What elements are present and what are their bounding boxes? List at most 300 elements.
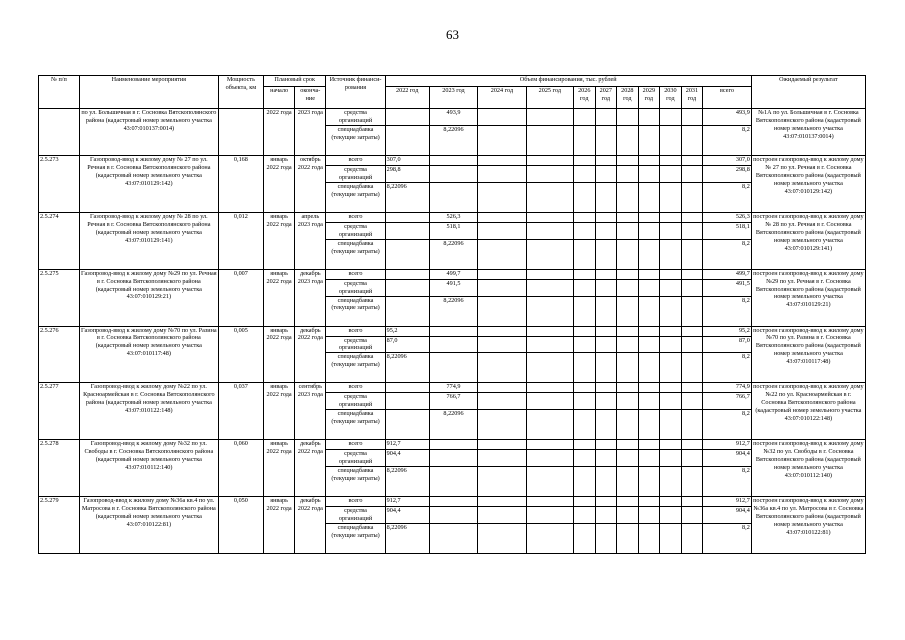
- value-empty: [638, 125, 660, 155]
- value-total: 499,7: [703, 269, 752, 279]
- value-empty: [660, 467, 682, 497]
- value-empty: [681, 450, 703, 467]
- funding-source: всего: [326, 497, 385, 507]
- funding-source: всего: [326, 212, 385, 222]
- measure-name: Газопровод-ввод к жилому дому №36а кв.4 по ул. Матросова в г. Сосновка Вятскополянского района (кадастровый номер земельного участка 43:07:010122:81): [79, 497, 218, 554]
- measure-name: Газопровод-ввод к жилому дому №22 по ул. Красноармейская в г. Сосновка Вятскополянского района (кадастровый номер земельного участка 43:07:010122:148): [79, 383, 218, 440]
- funding-source: спецнадбавка (текущие затраты): [326, 353, 385, 383]
- funding-source: спецнадбавка (текущие затраты): [326, 182, 385, 212]
- object-power: [218, 109, 263, 156]
- value-empty: [526, 279, 573, 296]
- value-empty: [617, 440, 639, 450]
- value-2022: [385, 269, 429, 279]
- header-power: Мощность объекта, км: [218, 76, 263, 109]
- funding-source: средства организаций: [326, 507, 385, 524]
- expected-result: построен газопровод-ввод к жилому дому №36а кв.4 по ул. Матросова в г. Сосновка Вятскополянского района (кадастровый номер земельного участка 43:07:010122:81): [751, 497, 865, 554]
- funding-source: средства организаций: [326, 165, 385, 182]
- value-empty: [638, 212, 660, 222]
- value-2022: [385, 222, 429, 239]
- value-empty: [595, 507, 617, 524]
- value-empty: [526, 212, 573, 222]
- value-2022: 912,7: [385, 497, 429, 507]
- value-2023: 774,9: [429, 383, 477, 393]
- object-power: 0,050: [218, 497, 263, 554]
- value-empty: [574, 336, 596, 353]
- header-year: 2024 год: [478, 87, 526, 109]
- value-empty: [638, 353, 660, 383]
- header-num: № п/п: [39, 76, 80, 109]
- value-empty: [660, 410, 682, 440]
- value-empty: [595, 182, 617, 212]
- end-date: апрель 2023 года: [295, 212, 326, 269]
- funding-source: средства организаций: [326, 450, 385, 467]
- value-empty: [526, 524, 573, 554]
- header-year: 2027 год: [595, 87, 617, 109]
- value-2023: [429, 182, 477, 212]
- value-empty: [681, 524, 703, 554]
- header-total: всего: [703, 87, 752, 109]
- value-empty: [574, 440, 596, 450]
- value-total: 493,9: [703, 109, 752, 126]
- start-date: январь 2022 года: [263, 383, 294, 440]
- value-empty: [526, 383, 573, 393]
- value-empty: [526, 109, 573, 126]
- value-2022: [385, 239, 429, 269]
- start-date: 2022 года: [263, 109, 294, 156]
- value-total: 8,2: [703, 182, 752, 212]
- header-year: 2025 год: [526, 87, 573, 109]
- value-total: 307,0: [703, 155, 752, 165]
- value-empty: [681, 109, 703, 126]
- value-total: 8,2: [703, 296, 752, 326]
- measure-name: Газопровод-ввод к жилому дому №29 по ул. Речная в г. Сосновка Вятскополянского района (кадастровый номер земельного участка 43:07:010129:21): [79, 269, 218, 326]
- header-year: 2029 год: [638, 87, 660, 109]
- value-empty: [478, 222, 526, 239]
- value-empty: [681, 296, 703, 326]
- value-empty: [681, 222, 703, 239]
- value-empty: [526, 269, 573, 279]
- value-empty: [660, 239, 682, 269]
- value-empty: [595, 326, 617, 336]
- value-2022: 87,0: [385, 336, 429, 353]
- value-total: 912,7: [703, 497, 752, 507]
- end-date: декабрь 2022 года: [295, 497, 326, 554]
- value-empty: [638, 440, 660, 450]
- value-2023: [429, 353, 477, 383]
- funding-source: всего: [326, 440, 385, 450]
- start-date: январь 2022 года: [263, 497, 294, 554]
- value-2023: [429, 467, 477, 497]
- value-empty: [478, 497, 526, 507]
- value-empty: [617, 125, 639, 155]
- header-source: Источник финанси-рования: [326, 76, 385, 109]
- value-total: 774,9: [703, 383, 752, 393]
- value-2023: [429, 507, 477, 524]
- value-empty: [478, 279, 526, 296]
- value-empty: [638, 497, 660, 507]
- value-empty: [681, 507, 703, 524]
- object-power: 0,037: [218, 383, 263, 440]
- row-number: 2.5.275: [39, 269, 80, 326]
- value-empty: [478, 296, 526, 326]
- value-empty: [595, 269, 617, 279]
- table-row: [39, 212, 866, 222]
- object-power: 0,007: [218, 269, 263, 326]
- value-empty: [574, 410, 596, 440]
- value-empty: [638, 182, 660, 212]
- value-empty: [478, 125, 526, 155]
- table-row: [39, 383, 866, 393]
- page-number: 63: [446, 27, 459, 42]
- value-empty: [660, 450, 682, 467]
- funding-source: спецнадбавка (текущие затраты): [326, 296, 385, 326]
- value-empty: [574, 125, 596, 155]
- value-total: 8,2: [703, 353, 752, 383]
- value-2023: [429, 165, 477, 182]
- value-empty: [526, 393, 573, 410]
- funding-source: всего: [326, 269, 385, 279]
- value-empty: [660, 440, 682, 450]
- header-funding: Объем финансирования, тыс. рублей: [385, 76, 751, 87]
- value-empty: [617, 524, 639, 554]
- value-empty: [595, 155, 617, 165]
- value-empty: [638, 467, 660, 497]
- value-empty: [638, 296, 660, 326]
- value-empty: [574, 524, 596, 554]
- value-empty: [638, 326, 660, 336]
- value-empty: [638, 239, 660, 269]
- header-year: 2026 год: [574, 87, 596, 109]
- value-empty: [660, 279, 682, 296]
- funding-source: спецнадбавка (текущие затраты): [326, 239, 385, 269]
- value-2022: 8,22096: [385, 467, 429, 497]
- table-row: [39, 497, 866, 507]
- value-empty: [526, 507, 573, 524]
- value-empty: [638, 507, 660, 524]
- value-total: 491,5: [703, 279, 752, 296]
- value-2022: 8,22096: [385, 524, 429, 554]
- value-empty: [681, 353, 703, 383]
- value-2023: 8,22096: [429, 296, 477, 326]
- value-empty: [478, 239, 526, 269]
- funding-source: спецнадбавка (текущие затраты): [326, 467, 385, 497]
- row-number: 2.5.273: [39, 155, 80, 212]
- value-empty: [660, 182, 682, 212]
- funding-source: средства организаций: [326, 393, 385, 410]
- value-empty: [617, 383, 639, 393]
- funding-source: всего: [326, 383, 385, 393]
- value-empty: [574, 155, 596, 165]
- value-total: 518,1: [703, 222, 752, 239]
- value-empty: [638, 524, 660, 554]
- value-empty: [595, 450, 617, 467]
- value-2022: 8,22096: [385, 353, 429, 383]
- value-empty: [478, 336, 526, 353]
- value-total: 298,8: [703, 165, 752, 182]
- value-empty: [478, 410, 526, 440]
- value-empty: [681, 155, 703, 165]
- value-empty: [574, 165, 596, 182]
- value-2023: 518,1: [429, 222, 477, 239]
- value-empty: [574, 109, 596, 126]
- end-date: 2023 года: [295, 109, 326, 156]
- value-empty: [617, 450, 639, 467]
- start-date: январь 2022 года: [263, 326, 294, 383]
- value-empty: [660, 296, 682, 326]
- value-empty: [595, 165, 617, 182]
- funding-source: всего: [326, 326, 385, 336]
- value-empty: [617, 296, 639, 326]
- expected-result: построен газопровод-ввод к жилому дому № 28 по ул. Речная в г. Сосновка Вятскополянского района (кадастровый номер земельного участка 43:07:010129:141): [751, 212, 865, 269]
- header-year: 2031 год: [681, 87, 703, 109]
- value-empty: [660, 165, 682, 182]
- value-empty: [617, 239, 639, 269]
- value-empty: [526, 410, 573, 440]
- value-empty: [595, 279, 617, 296]
- row-number: [39, 109, 80, 156]
- header-end: оконча-ние: [295, 87, 326, 109]
- value-empty: [574, 212, 596, 222]
- header-result: Ожидаемый результат: [751, 76, 865, 109]
- value-empty: [660, 222, 682, 239]
- value-total: 87,0: [703, 336, 752, 353]
- value-empty: [574, 497, 596, 507]
- value-empty: [617, 353, 639, 383]
- value-empty: [617, 497, 639, 507]
- value-2022: [385, 393, 429, 410]
- value-empty: [660, 155, 682, 165]
- table-body: [39, 109, 866, 554]
- value-empty: [526, 440, 573, 450]
- header-year: 2023 год: [429, 87, 477, 109]
- value-total: 912,7: [703, 440, 752, 450]
- value-2022: 95,2: [385, 326, 429, 336]
- value-empty: [681, 393, 703, 410]
- row-number: 2.5.274: [39, 212, 80, 269]
- value-empty: [478, 393, 526, 410]
- value-empty: [681, 279, 703, 296]
- value-2022: 904,4: [385, 450, 429, 467]
- value-empty: [660, 109, 682, 126]
- table-row: [39, 269, 866, 279]
- value-empty: [681, 383, 703, 393]
- value-empty: [638, 155, 660, 165]
- value-empty: [595, 336, 617, 353]
- value-empty: [617, 326, 639, 336]
- value-2022: [385, 125, 429, 155]
- measure-name: Газопровод-ввод к жилому дому № 28 по ул. Речная в г. Сосновка Вятскополянского района (кадастровый номер земельного участка 43:07:010129:141): [79, 212, 218, 269]
- value-empty: [574, 383, 596, 393]
- value-empty: [617, 269, 639, 279]
- value-empty: [526, 450, 573, 467]
- value-empty: [574, 269, 596, 279]
- expected-result: №1А по ул. Большичная в г. Сосновка Вятскополянского района (кадастровый номер земельного участка 43:07:010137:0014): [751, 109, 865, 156]
- header-start: начало: [263, 87, 294, 109]
- header-year: 2022 год: [385, 87, 429, 109]
- value-empty: [638, 279, 660, 296]
- value-empty: [617, 279, 639, 296]
- value-empty: [478, 507, 526, 524]
- value-empty: [617, 165, 639, 182]
- value-total: 8,2: [703, 524, 752, 554]
- value-empty: [595, 296, 617, 326]
- value-empty: [638, 393, 660, 410]
- value-empty: [638, 410, 660, 440]
- value-empty: [660, 383, 682, 393]
- start-date: январь 2022 года: [263, 440, 294, 497]
- value-2022: [385, 212, 429, 222]
- expected-result: построен газопровод-ввод к жилому дому №22 по ул. Красноармейская в г. Сосновка Вятскополянского района (кадастровый номер земельного участка 43:07:010122:148): [751, 383, 865, 440]
- value-empty: [526, 155, 573, 165]
- value-empty: [526, 182, 573, 212]
- value-empty: [617, 182, 639, 212]
- value-empty: [660, 393, 682, 410]
- value-empty: [574, 353, 596, 383]
- value-empty: [478, 165, 526, 182]
- expected-result: построен газопровод-ввод к жилому дому №32 по ул. Свободы в г. Сосновка Вятскополянского района (кадастровый номер земельного участка 43:07:010112:140): [751, 440, 865, 497]
- value-2023: [429, 336, 477, 353]
- value-2023: [429, 326, 477, 336]
- value-empty: [617, 467, 639, 497]
- table-row: [39, 155, 866, 165]
- value-total: 8,2: [703, 125, 752, 155]
- value-empty: [595, 353, 617, 383]
- value-empty: [681, 440, 703, 450]
- value-empty: [574, 279, 596, 296]
- value-empty: [526, 326, 573, 336]
- expected-result: построен газопровод-ввод к жилому дому №29 по ул. Речная в г. Сосновка Вятскополянского района (кадастровый номер земельного участка 43:07:010129:21): [751, 269, 865, 326]
- value-empty: [595, 467, 617, 497]
- value-empty: [681, 165, 703, 182]
- value-empty: [681, 467, 703, 497]
- value-empty: [574, 467, 596, 497]
- value-2023: 526,3: [429, 212, 477, 222]
- value-empty: [660, 497, 682, 507]
- value-empty: [478, 109, 526, 126]
- header-year: 2030 год: [660, 87, 682, 109]
- value-empty: [595, 410, 617, 440]
- value-2023: 766,7: [429, 393, 477, 410]
- measure-name: по ул. Большичная в г. Сосновка Вятскополянского района (кадастровый номер земельного участка 43:07:010137:0014): [79, 109, 218, 156]
- value-2022: [385, 109, 429, 126]
- expected-result: построен газопровод-ввод к жилому дому № 27 по ул. Речная в г. Сосновка Вятскополянского района (кадастровый номер земельного участка 43:07:010129:142): [751, 155, 865, 212]
- value-2023: [429, 155, 477, 165]
- start-date: январь 2022 года: [263, 269, 294, 326]
- value-empty: [595, 440, 617, 450]
- end-date: октябрь 2022 года: [295, 155, 326, 212]
- measure-name: Газопровод-ввод к жилому дому №32 по ул. Свободы в г. Сосновка Вятскополянского района (кадастровый номер земельного участка 43:07:010112:140): [79, 440, 218, 497]
- value-empty: [574, 296, 596, 326]
- value-empty: [660, 212, 682, 222]
- value-empty: [638, 269, 660, 279]
- object-power: 0,012: [218, 212, 263, 269]
- value-empty: [681, 182, 703, 212]
- funding-source: спецнадбавка (текущие затраты): [326, 410, 385, 440]
- value-empty: [478, 269, 526, 279]
- value-empty: [660, 269, 682, 279]
- value-total: 8,2: [703, 239, 752, 269]
- header-deadline: Плановый срок: [263, 76, 325, 87]
- funding-source: средства организаций: [326, 109, 385, 126]
- value-empty: [681, 497, 703, 507]
- funding-source: спецнадбавка (текущие затраты): [326, 125, 385, 155]
- value-2023: 8,22096: [429, 239, 477, 269]
- end-date: декабрь 2022 года: [295, 440, 326, 497]
- value-empty: [595, 109, 617, 126]
- value-empty: [478, 383, 526, 393]
- value-empty: [681, 336, 703, 353]
- value-empty: [526, 353, 573, 383]
- value-total: 526,3: [703, 212, 752, 222]
- funding-source: средства организаций: [326, 336, 385, 353]
- funding-source: средства организаций: [326, 279, 385, 296]
- value-empty: [617, 507, 639, 524]
- value-empty: [681, 239, 703, 269]
- value-empty: [660, 524, 682, 554]
- value-total: 766,7: [703, 393, 752, 410]
- value-2023: 491,5: [429, 279, 477, 296]
- value-total: 95,2: [703, 326, 752, 336]
- value-empty: [595, 125, 617, 155]
- value-total: 904,4: [703, 450, 752, 467]
- value-empty: [638, 222, 660, 239]
- start-date: январь 2022 года: [263, 212, 294, 269]
- value-empty: [638, 165, 660, 182]
- object-power: 0,060: [218, 440, 263, 497]
- value-empty: [526, 467, 573, 497]
- value-empty: [638, 383, 660, 393]
- measure-name: Газопровод-ввод к жилому дому №70 по ул. Разина в г. Сосновка Вятскополянского района (кадастровый номер земельного участка 43:07:010117:48): [79, 326, 218, 383]
- value-empty: [638, 336, 660, 353]
- value-empty: [574, 450, 596, 467]
- value-empty: [526, 296, 573, 326]
- header-name: Наименование мероприятия: [79, 76, 218, 109]
- value-empty: [526, 125, 573, 155]
- value-empty: [617, 155, 639, 165]
- value-2023: [429, 524, 477, 554]
- row-number: 2.5.276: [39, 326, 80, 383]
- value-empty: [526, 165, 573, 182]
- end-date: декабрь 2022 года: [295, 326, 326, 383]
- value-empty: [681, 125, 703, 155]
- header-year: 2028 год: [617, 87, 639, 109]
- row-number: 2.5.278: [39, 440, 80, 497]
- value-empty: [595, 222, 617, 239]
- value-empty: [574, 326, 596, 336]
- value-2022: 8,22096: [385, 182, 429, 212]
- expected-result: построен газопровод-ввод к жилому дому №70 по ул. Разина в г. Сосновка Вятскополянского района (кадастровый номер земельного участка 43:07:010117:48): [751, 326, 865, 383]
- value-empty: [478, 440, 526, 450]
- value-empty: [681, 410, 703, 440]
- table-row: [39, 109, 866, 126]
- object-power: 0,005: [218, 326, 263, 383]
- value-empty: [595, 383, 617, 393]
- value-2022: 307,0: [385, 155, 429, 165]
- value-total: 8,2: [703, 467, 752, 497]
- value-2023: 8,22096: [429, 125, 477, 155]
- funding-source: всего: [326, 155, 385, 165]
- value-empty: [681, 269, 703, 279]
- value-empty: [638, 450, 660, 467]
- value-empty: [595, 524, 617, 554]
- value-2022: 912,7: [385, 440, 429, 450]
- value-2022: [385, 296, 429, 326]
- measure-name: Газопровод-ввод к жилому дому № 27 по ул. Речная в г. Сосновка Вятскополянского района (кадастровый номер земельного участка 43:07:010129:142): [79, 155, 218, 212]
- funding-table: [38, 75, 866, 554]
- row-number: 2.5.277: [39, 383, 80, 440]
- value-2022: [385, 279, 429, 296]
- table-row: [39, 326, 866, 336]
